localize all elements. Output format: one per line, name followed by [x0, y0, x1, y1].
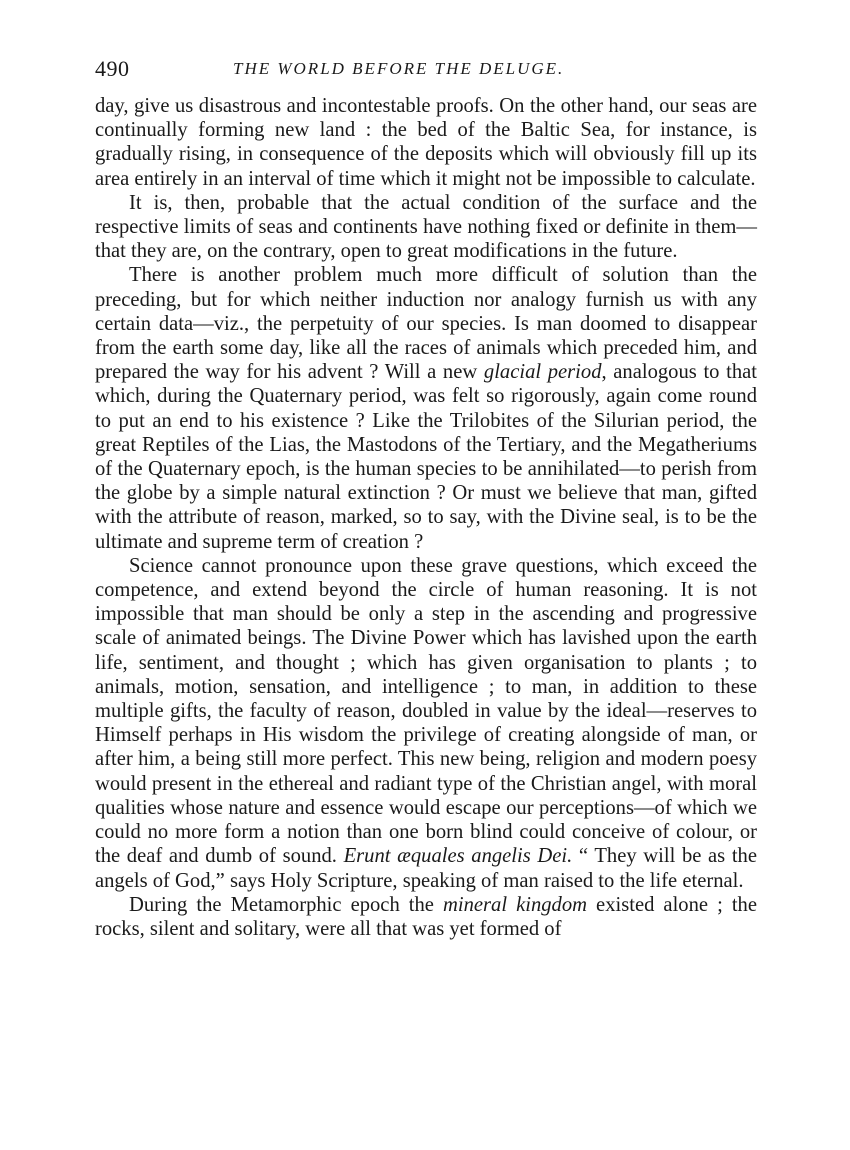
paragraph-science-cannot-pronounce: [95, 554, 757, 893]
paragraph-metamorphic-epoch: [95, 893, 757, 941]
paragraph-text: During the Metamorphic epoch the: [129, 893, 443, 916]
body-text: [95, 94, 757, 941]
running-title: THE WORLD BEFORE THE DELUGE.: [233, 59, 565, 78]
paragraph-text: , analogous to that which, during the Quaternary period, was felt so rigorously, again come round to put an end to his existence ? Like the Trilobites of the Silurian period, the great Reptiles of the Lias, the Mastodons of the Tertiary, and the Megatheriums of the Quaternary epoch, is the human species to be annihilated—to perish from the globe by a simple natural extinction ? Or must we believe that man, gifted with the attribute of reason, marked, so to say, with the Divine seal, is to be the ultimate and supreme term of creation ?: [95, 361, 757, 553]
paragraph-perpetuity-of-species: [95, 263, 757, 553]
latin-quotation: Erunt æquales angelis Dei.: [343, 845, 573, 868]
page-header: [95, 56, 757, 86]
book-page: [95, 56, 757, 941]
paragraph-surface-condition: It is, then, probable that the actual condition of the surface and the respective limits of seas and continents have nothing fixed or definite in them—that they are, on the contrary, open to great modifications in the future.: [95, 191, 757, 263]
paragraph-text: There is another problem much more difficult of solution than the preceding, but for which neither induction nor analogy furnish us with any certain data—viz., the perpetuity of our species. Is man doomed to disappear from the earth some day, like all the races of animals which preceded him, and prepared the way for his advent ? Will a new: [95, 264, 757, 384]
paragraph-text: Science cannot pronounce upon these grave questions, which exceed the competence, and extend beyond the circle of human reasoning. It is not impossible that man should be only a step in the ascending and progressive scale of animated beings. The Divine Power which has lavished upon the earth life, sentiment, and thought ; which has given organisation to plants ; to animals, motion, sensation, and intelligence ; to man, in addition to these multiple gifts, the faculty of reason, doubled in value by the ideal—reserves to Himself perhaps in His wisdom the privilege of creating alongside of man, or after him, a being still more perfect. This new being, religion and modern poesy would present in the ethereal and radiant type of the Christian angel, with moral qualities whose nature and essence would escape our perceptions—of which we could no more form a notion than one born blind could conceive of colour, or the deaf and dumb of sound.: [95, 554, 757, 868]
paragraph-continuation: day, give us disastrous and incontestable proofs. On the other hand, our seas are continually forming new land : the bed of the Baltic Sea, for instance, is gradually rising, in consequence of the deposits which will obviously fill up its area entirely in an interval of time which it might not be impossible to calculate.: [95, 95, 757, 190]
paragraph-text: “ They will be as the angels of God,” says Holy Scripture, speaking of man raised to the life eternal.: [95, 845, 757, 892]
paragraph-text: existed alone ; the rocks, silent and solitary, were all that was yet formed of: [95, 893, 757, 940]
italic-phrase: glacial period: [483, 361, 602, 384]
page-number: 490: [95, 56, 130, 81]
italic-phrase: mineral kingdom: [442, 893, 588, 916]
